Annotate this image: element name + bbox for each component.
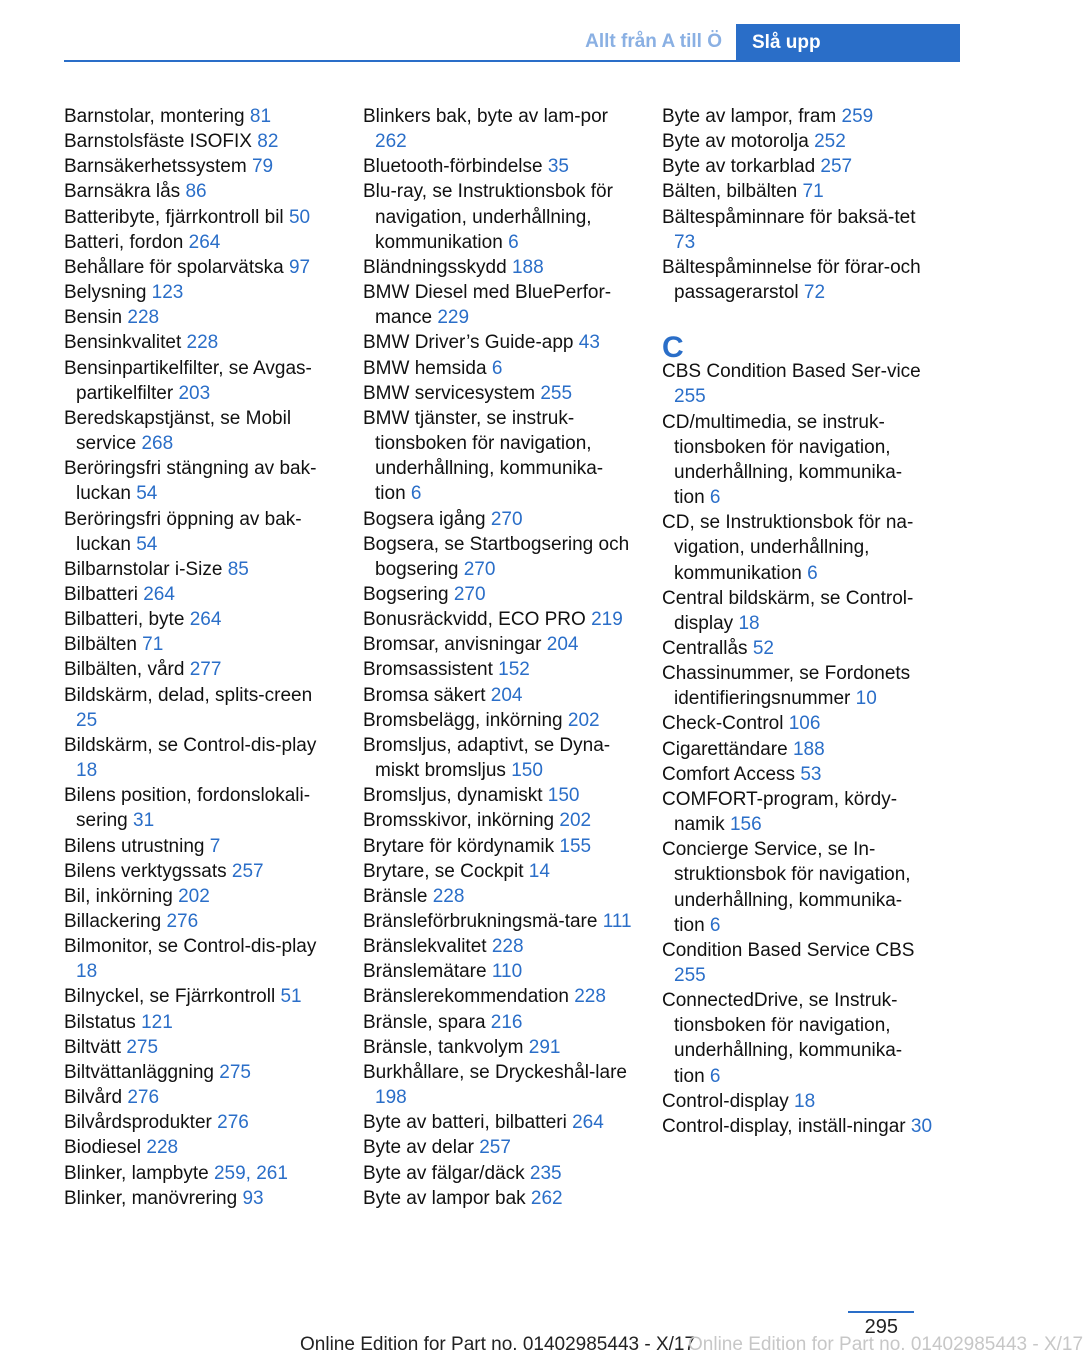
- index-entry: [64, 632, 334, 657]
- index-term: Biltvätt: [64, 1036, 122, 1058]
- page-reference-link[interactable]: 72: [803, 282, 826, 304]
- page-reference-link[interactable]: 7: [209, 835, 221, 857]
- page-reference-link[interactable]: 264: [189, 609, 222, 631]
- index-term: Bromsljus, adaptivt, se Dyna‐miskt bromsljus: [363, 734, 611, 782]
- index-term: Bensinkvalitet: [64, 332, 182, 354]
- index-term: Bildskärm, delad, splits‐creen: [64, 684, 313, 706]
- page-reference-link[interactable]: 10: [855, 688, 877, 710]
- page-reference-link[interactable]: 198: [375, 1087, 407, 1109]
- index-entry: [662, 205, 932, 255]
- index-entry: [64, 657, 334, 682]
- page-reference-link[interactable]: 85: [227, 558, 249, 580]
- index-entry: [662, 104, 932, 129]
- index-term: Bränsleförbrukningsmä‐tare: [363, 911, 598, 932]
- index-term: Barnsäkra lås: [64, 181, 181, 203]
- index-term: Bromsassistent: [363, 659, 493, 681]
- index-term: CD, se Instruktionsbok för na‐vigation, underhållning, kommunikation: [662, 512, 914, 584]
- index-term: Bilstatus: [64, 1011, 136, 1033]
- page-reference-link[interactable]: 228: [146, 1137, 179, 1159]
- page-reference-link[interactable]: 14: [528, 860, 550, 882]
- index-entry: [662, 938, 932, 988]
- page-reference-link[interactable]: 228: [127, 307, 160, 329]
- index-term: Bränsle, tankvolym: [363, 1036, 524, 1058]
- index-entry: [64, 305, 334, 330]
- page-reference-link[interactable]: 275: [219, 1061, 251, 1083]
- index-term: Byte av motorolja: [662, 131, 809, 153]
- page-reference-link[interactable]: 255: [674, 965, 706, 986]
- page-reference-link[interactable]: 277: [189, 659, 222, 681]
- index-entry: [662, 787, 932, 837]
- index-entry: [64, 205, 334, 230]
- index-term: Bränslerekommendation: [363, 986, 569, 1008]
- page-reference-link[interactable]: 54: [136, 483, 158, 505]
- index-term: Central bildskärm, se Control-display: [662, 587, 914, 634]
- index-term: Bältespåminnare för baksä‐tet: [662, 206, 916, 228]
- index-entry: [363, 1010, 633, 1035]
- page-reference-link[interactable]: 228: [574, 986, 606, 1008]
- index-entry: [662, 359, 932, 409]
- page-reference-link[interactable]: 262: [375, 131, 407, 153]
- index-entry: [363, 255, 633, 280]
- index-term: Centrallås: [662, 637, 748, 659]
- index-entry: [363, 984, 633, 1009]
- index-entry: [363, 406, 633, 507]
- page-reference-link[interactable]: 228: [186, 332, 219, 354]
- index-term: Bogsera igång: [363, 508, 486, 530]
- index-entry: [64, 834, 334, 859]
- page-reference-link[interactable]: 121: [141, 1011, 173, 1033]
- index-term: Control-display, inställ‐ningar: [662, 1115, 906, 1137]
- page-reference-link[interactable]: 188: [511, 256, 544, 278]
- index-entry: [64, 683, 334, 733]
- footer-rule: [848, 1311, 914, 1313]
- index-entry: [64, 557, 334, 582]
- index-term: Bensinpartikelfilter, se Avgas‐partikelfilter: [64, 357, 312, 404]
- index-entry: [64, 1010, 334, 1035]
- page-reference-link[interactable]: 257: [231, 860, 264, 882]
- page-reference-link[interactable]: 18: [76, 961, 98, 983]
- index-entry: [363, 657, 633, 682]
- index-term: Byte av batteri, bilbatteri: [363, 1112, 567, 1134]
- index-term: Beröringsfri öppning av bak‐luckan: [64, 508, 302, 555]
- index-entry: [363, 582, 633, 607]
- index-entry: [64, 179, 334, 204]
- index-entry: [662, 510, 932, 585]
- index-entry: [64, 1135, 334, 1160]
- page-reference-link[interactable]: 268: [141, 433, 174, 455]
- index-entry: [363, 179, 633, 254]
- index-term: Bländningsskydd: [363, 256, 507, 278]
- page-reference-link[interactable]: 93: [242, 1187, 264, 1209]
- index-entry: [64, 129, 334, 154]
- index-entry: [363, 507, 633, 532]
- page-reference-link[interactable]: 6: [807, 562, 818, 584]
- page-reference-link[interactable]: 204: [490, 684, 523, 706]
- index-entry: [64, 984, 334, 1009]
- index-column-1: [64, 104, 334, 1211]
- page-reference-link[interactable]: 6: [709, 914, 721, 936]
- page-reference-link[interactable]: 202: [178, 885, 210, 907]
- watermark: Online Edition for Part no. 01402985443 - X/17: [688, 1334, 1083, 1355]
- index-entry: [662, 129, 932, 154]
- index-entry: [662, 737, 932, 762]
- index-entry: [662, 988, 932, 1089]
- index-entry: [363, 708, 633, 733]
- page-reference-link[interactable]: 86: [185, 181, 207, 203]
- index-entry: [363, 532, 633, 582]
- page-reference-link[interactable]: 204: [546, 634, 579, 656]
- index-entry: [363, 330, 633, 355]
- index-term: Bilbatteri: [64, 583, 138, 605]
- index-entry: [363, 683, 633, 708]
- index-term: CD/multimedia, se instruk‐tionsboken för navigation, underhållning, kommunika‐tion: [662, 411, 903, 509]
- index-entry: [64, 104, 334, 129]
- index-entry: [662, 762, 932, 787]
- edition-text: Online Edition for Part no. 01402985443 - X/17: [300, 1334, 696, 1355]
- page-reference-link[interactable]: 150: [547, 785, 580, 807]
- page-reference-link[interactable]: 71: [142, 634, 164, 656]
- index-entry: [363, 1035, 633, 1060]
- index-entry: [64, 884, 334, 909]
- page-reference-link[interactable]: 25: [76, 709, 98, 731]
- index-entry: [64, 582, 334, 607]
- page-reference-link[interactable]: 106: [788, 713, 821, 735]
- index-term: Belysning: [64, 282, 147, 304]
- page-reference-link[interactable]: 216: [490, 1011, 523, 1033]
- index-term: BMW servicesystem: [363, 382, 536, 404]
- index-term: Blinker, lampbyte: [64, 1162, 209, 1184]
- index-term: Comfort Access: [662, 763, 796, 785]
- page-reference-link[interactable]: 53: [800, 763, 822, 785]
- page-reference-link[interactable]: 203: [178, 382, 211, 404]
- page-reference-link[interactable]: 219: [591, 609, 623, 631]
- index-term: Bilbälten: [64, 634, 137, 656]
- page-reference-link[interactable]: 228: [491, 936, 524, 958]
- page-reference-link[interactable]: 276: [217, 1112, 249, 1134]
- index-term: Bilbarnstolar i-Size: [64, 558, 223, 580]
- index-term: Bildskärm, se Control-dis‐play: [64, 734, 317, 756]
- page-reference-link[interactable]: 276: [166, 911, 199, 932]
- page-reference-link[interactable]: 111: [602, 911, 632, 932]
- page-reference-link[interactable]: 259: [841, 106, 874, 127]
- index-entry: [363, 607, 633, 632]
- index-term: Bil, inkörning: [64, 885, 173, 907]
- index-term: Barnstolar, montering: [64, 106, 245, 127]
- lookup-tab[interactable]: Slå upp: [736, 24, 960, 62]
- index-term: Bilvård: [64, 1087, 123, 1109]
- index-term: Byte av lampor, fram: [662, 106, 837, 127]
- index-term: Biltvättanläggning: [64, 1061, 214, 1083]
- page-reference-link[interactable]: 155: [559, 835, 592, 857]
- index-term: Batteribyte, fjärrkontroll bil: [64, 206, 284, 228]
- index-entry: [363, 154, 633, 179]
- index-term: Byte av delar: [363, 1137, 474, 1159]
- page-reference-link[interactable]: 6: [709, 1065, 721, 1087]
- page-reference-link[interactable]: 71: [802, 181, 824, 203]
- index-entry: [662, 636, 932, 661]
- index-term: Bränsle: [363, 885, 428, 907]
- index-term: Brytare, se Cockpit: [363, 860, 524, 882]
- index-entry: [64, 1161, 334, 1186]
- index-entry: [64, 1060, 334, 1085]
- index-column-3: [662, 104, 932, 1139]
- index-term: Bilens verktygssats: [64, 860, 227, 882]
- index-entry: [363, 1060, 633, 1110]
- index-term: Byte av fälgar/däck: [363, 1162, 525, 1184]
- index-term: Billackering: [64, 911, 162, 932]
- index-term: Bensin: [64, 307, 123, 329]
- index-entry: [64, 255, 334, 280]
- index-entry: [363, 733, 633, 783]
- page-reference-link[interactable]: 52: [752, 637, 774, 659]
- index-term: ConnectedDrive, se Instruk‐tionsboken för navigation, underhållning, kommunika‐tion: [662, 990, 903, 1087]
- index-term: Bränsle, spara: [363, 1011, 486, 1033]
- page-reference-link[interactable]: 264: [572, 1112, 604, 1134]
- index-entry: [662, 1089, 932, 1114]
- page-reference-link[interactable]: 150: [511, 760, 543, 782]
- page-reference-link[interactable]: 255: [540, 382, 573, 404]
- page-reference-link[interactable]: 43: [578, 332, 600, 354]
- index-entry: [363, 356, 633, 381]
- index-term: Biodiesel: [64, 1137, 142, 1159]
- page-reference-link[interactable]: 54: [136, 533, 158, 555]
- index-term: Condition Based Service CBS: [662, 939, 915, 961]
- index-term: Bälten, bilbälten: [662, 181, 798, 203]
- page-reference-link[interactable]: 264: [143, 583, 175, 605]
- index-term: Beredskapstjänst, se Mobil service: [64, 407, 292, 455]
- index-term: Behållare för spolarvätska: [64, 256, 284, 278]
- index-term: Bogsering: [363, 583, 449, 605]
- index-entry: [64, 456, 334, 506]
- index-entry: [363, 834, 633, 859]
- index-entry: [662, 179, 932, 204]
- index-entry: [662, 1114, 932, 1139]
- index-term: BMW Diesel med BluePerfor‐mance: [363, 282, 612, 329]
- index-term: Bilbälten, vård: [64, 659, 185, 681]
- index-term: BMW hemsida: [363, 357, 487, 379]
- index-term: COMFORT-program, kördy‐namik: [662, 788, 898, 836]
- page-reference-link[interactable]: 229: [437, 307, 470, 329]
- page-reference-link[interactable]: 30: [910, 1115, 933, 1137]
- index-term: Barnstolsfäste ISOFIX: [64, 131, 252, 153]
- index-entry: [64, 154, 334, 179]
- index-entry: [363, 934, 633, 959]
- index-term: Blinker, manövrering: [64, 1187, 238, 1209]
- page-reference-link[interactable]: 82: [257, 131, 279, 153]
- page-reference-link[interactable]: 270: [463, 558, 496, 580]
- page-reference-link[interactable]: 262: [530, 1187, 563, 1209]
- index-term: Byte av lampor bak: [363, 1187, 526, 1209]
- index-entry: [662, 154, 932, 179]
- page-number: 295: [864, 1316, 898, 1338]
- index-entry: [363, 280, 633, 330]
- index-entry: [64, 230, 334, 255]
- index-term: Brytare för kördynamik: [363, 835, 555, 857]
- index-entry: [64, 1035, 334, 1060]
- index-term: Check-Control: [662, 713, 784, 735]
- index-entry: [363, 1135, 633, 1160]
- index-entry: [64, 934, 334, 984]
- index-term: Concierge Service, se In‐struktionsbok för navigation, underhållning, kommunika‐tion: [662, 839, 911, 936]
- index-entry: [363, 859, 633, 884]
- page-reference-link[interactable]: 35: [547, 156, 569, 178]
- index-entry: [363, 1110, 633, 1135]
- index-term: Barnsäkerhetssystem: [64, 156, 247, 178]
- index-term: Bilmonitor, se Control-dis‐play: [64, 936, 317, 958]
- index-entry: [363, 1161, 633, 1186]
- page-reference-link[interactable]: 291: [528, 1036, 561, 1058]
- index-entry: [64, 783, 334, 833]
- index-term: BMW Driver’s Guide-app: [363, 332, 574, 354]
- index-term: Blu-ray, se Instruktionsbok för navigation, underhållning, kommunikation: [363, 181, 613, 253]
- page-reference-link[interactable]: 18: [76, 760, 98, 782]
- index-term: Bromsljus, dynamiskt: [363, 785, 543, 807]
- index-entry: [64, 607, 334, 632]
- page-reference-link[interactable]: 270: [490, 508, 523, 530]
- index-entry: [64, 1085, 334, 1110]
- index-entry: [662, 410, 932, 511]
- index-term: Burkhållare, se Dryckeshål‐lare: [363, 1061, 627, 1083]
- section-letter: C: [662, 331, 684, 365]
- page-reference-link[interactable]: 79: [251, 156, 274, 178]
- section-tab[interactable]: Allt från A till Ö: [585, 31, 722, 52]
- index-term: Bromsa säkert: [363, 684, 486, 706]
- index-term: Bromsbelägg, inkörning: [363, 709, 563, 731]
- index-term: Bränslekvalitet: [363, 936, 487, 958]
- index-entry: [662, 837, 932, 938]
- index-term: Chassinummer, se Fordonets identifieringsnummer: [662, 663, 911, 710]
- page-reference-link[interactable]: 6: [508, 231, 519, 253]
- page-reference-link[interactable]: 257: [479, 1137, 511, 1159]
- index-term: BMW tjänster, se instruk‐tionsboken för navigation, underhållning, kommunika‐tion: [363, 407, 604, 505]
- page-reference-link[interactable]: 73: [674, 231, 696, 253]
- page-reference-link[interactable]: 255: [674, 386, 706, 408]
- page-reference-link[interactable]: 18: [738, 612, 760, 634]
- index-entry: [64, 1110, 334, 1135]
- index-entry: [363, 884, 633, 909]
- page-reference-link[interactable]: 6: [709, 487, 721, 509]
- index-term: Bromsar, anvisningar: [363, 634, 542, 656]
- header-rule: [64, 60, 960, 62]
- page-reference-link[interactable]: 257: [820, 156, 853, 178]
- page-reference-link[interactable]: 264: [188, 231, 221, 253]
- page-reference-link[interactable]: 228: [432, 885, 465, 907]
- index-entry: [662, 661, 932, 711]
- index-term: Bilnyckel, se Fjärrkontroll: [64, 986, 276, 1008]
- index-term: Cigarettändare: [662, 738, 788, 760]
- page-reference-link[interactable]: 270: [453, 583, 486, 605]
- index-entry: [363, 808, 633, 833]
- index-entry: [363, 783, 633, 808]
- index-entry: [64, 909, 334, 934]
- index-term: Bältespåminnelse för förar‐och passagerarstol: [662, 256, 921, 304]
- index-term: Bromsskivor, inkörning: [363, 810, 555, 832]
- page-reference-link[interactable]: 259, 261: [213, 1162, 288, 1184]
- page-reference-link[interactable]: 31: [133, 810, 155, 832]
- index-term: Bogsera, se Startbogsering och bogsering: [363, 533, 630, 580]
- index-entry: [64, 330, 334, 355]
- index-term: Batteri, fordon: [64, 231, 184, 253]
- page-reference-link[interactable]: 252: [814, 131, 846, 153]
- page-reference-link[interactable]: 202: [567, 709, 600, 731]
- page-reference-link[interactable]: 152: [498, 659, 530, 681]
- page-reference-link[interactable]: 202: [559, 810, 592, 832]
- page-reference-link[interactable]: 50: [288, 206, 311, 228]
- index-entry: [64, 280, 334, 305]
- index-entry: [363, 909, 633, 934]
- page-header: [64, 24, 960, 62]
- page-reference-link[interactable]: 188: [792, 738, 825, 760]
- index-term: Bilens position, fordonslokali‐sering: [64, 785, 311, 832]
- page-reference-link[interactable]: 6: [491, 357, 503, 379]
- index-term: Bränslemätare: [363, 961, 487, 983]
- index-term: Bluetooth-förbindelse: [363, 156, 543, 178]
- index-term: Byte av torkarblad: [662, 156, 816, 178]
- index-entry: [363, 104, 633, 154]
- index-entry: [363, 1186, 633, 1211]
- index-term: CBS Condition Based Ser‐vice: [662, 361, 921, 383]
- index-entry: [64, 356, 334, 406]
- page-reference-link[interactable]: 235: [529, 1162, 562, 1184]
- page-reference-link[interactable]: 156: [729, 814, 762, 836]
- page-reference-link[interactable]: 6: [410, 483, 422, 505]
- index-term: Beröringsfri stängning av bak‐luckan: [64, 458, 317, 505]
- page-reference-link[interactable]: 123: [151, 282, 184, 304]
- page-reference-link[interactable]: 81: [249, 106, 272, 127]
- index-term: Bonusräckvidd, ECO PRO: [363, 609, 586, 631]
- index-entry: [64, 507, 334, 557]
- index-entry: [363, 381, 633, 406]
- index-entry: [662, 255, 932, 305]
- index-entry: [363, 632, 633, 657]
- index-entry: [64, 733, 334, 783]
- index-entry: [64, 859, 334, 884]
- index-column-2: [363, 104, 633, 1211]
- index-term: Bilvårdsprodukter: [64, 1112, 212, 1134]
- page-reference-link[interactable]: 110: [491, 961, 523, 983]
- page-reference-link[interactable]: 51: [280, 986, 302, 1008]
- index-entry: [662, 711, 932, 736]
- index-term: Bilens utrustning: [64, 835, 205, 857]
- page-reference-link[interactable]: 275: [126, 1036, 159, 1058]
- page-reference-link[interactable]: 18: [794, 1090, 816, 1112]
- index-term: Control-display: [662, 1090, 789, 1112]
- page-reference-link[interactable]: 276: [127, 1087, 160, 1109]
- page-reference-link[interactable]: 97: [288, 256, 311, 278]
- index-entry: [363, 959, 633, 984]
- index-term: Bilbatteri, byte: [64, 609, 185, 631]
- index-entry: [662, 586, 932, 636]
- index-entry: [64, 406, 334, 456]
- index-entry: [64, 1186, 334, 1211]
- index-term: Blinkers bak, byte av lam‐por: [363, 106, 608, 127]
